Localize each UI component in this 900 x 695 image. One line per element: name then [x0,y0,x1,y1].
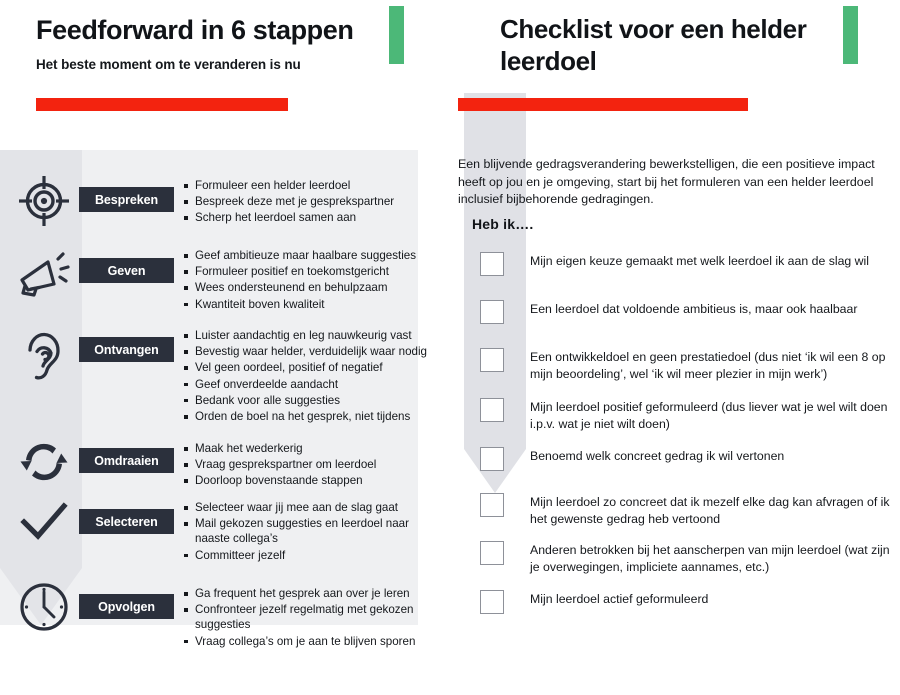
bullet: Geef onverdeelde aandacht [184,377,446,392]
step-bullets-omdraaien [184,441,446,490]
step-bullets-ontvangen [184,328,446,425]
checkbox[interactable] [480,493,504,517]
checklist-item-label: Mijn leerdoel positief geformuleerd (dus liever wat je wel wilt doen i.p.v. wat je niet wilt doen) [530,400,888,431]
left-header [36,14,381,72]
step-bullets-bespreken [184,178,446,227]
checkbox[interactable] [480,300,504,324]
bullet: Bespreek deze met je gesprekspartner [184,194,446,209]
bullet: Vraag collega’s om je aan te blijven sporen [184,634,446,649]
bullet: Luister aandachtig en leg nauwkeurig vast [184,328,446,343]
bullet: Ga frequent het gesprek aan over je leren [184,586,446,601]
checklist-item-label: Een ontwikkeldoel en geen prestatiedoel (dus niet ‘ik wil een 8 op mijn beoordeling’, wel ‘ik wil meer plezier in mijn werk’) [530,350,886,381]
checkbox[interactable] [480,252,504,276]
bullet: Vraag gesprekspartner om leerdoel [184,457,446,472]
bullet: Vel geen oordeel, positief of negatief [184,360,446,375]
step-label-bespreken: Bespreken [79,187,174,212]
bullet: Kwantiteit boven kwaliteit [184,297,446,312]
bullet: Geef ambitieuze maar haalbare suggesties [184,248,446,263]
green-accent-bar-left [389,6,404,64]
bullet: Selecteer waar jij mee aan de slag gaat [184,500,446,515]
bullet: Scherp het leerdoel samen aan [184,210,446,225]
left-title: Feedforward in 6 stappen [36,15,354,45]
step-label-selecteren: Selecteren [79,509,174,534]
step-bullets-geven [184,248,446,313]
step-label-omdraaien: Omdraaien [79,448,174,473]
checklist-item-label: Benoemd welk concreet gedrag ik wil vertonen [530,449,785,463]
bullet: Bedank voor alle suggesties [184,393,446,408]
right-title: Checklist voor een helder leerdoel [500,14,807,76]
checkbox[interactable] [480,398,504,422]
bullet: Maak het wederkerig [184,441,446,456]
bullet: Doorloop bovenstaande stappen [184,473,446,488]
checkbox[interactable] [480,447,504,471]
bullet: Committeer jezelf [184,548,446,563]
step-label-geven: Geven [79,258,174,283]
bullet: Orden de boel na het gesprek, niet tijdens [184,409,446,424]
step-label-ontvangen: Ontvangen [79,337,174,362]
bullet: Confronteer jezelf regelmatig met gekozen suggesties [184,602,446,632]
target-icon [14,170,74,230]
checkbox[interactable] [480,348,504,372]
bullet: Formuleer positief en toekomstgericht [184,264,446,279]
checklist-intro-text: Een blijvende gedragsverandering bewerkstelligen, die een positieve impact heeft op jou en je omgeving, start bij het formuleren van een helder leerdoel inclusief bijbehorende gedragingen. [458,157,875,207]
step-bullets-selecteren [184,500,446,564]
step-label-opvolgen: Opvolgen [79,594,174,619]
checkbox[interactable] [480,541,504,565]
bullet: Mail gekozen suggesties en leerdoel naar naaste collega’s [184,516,446,546]
checklist-item-label: Mijn leerdoel actief geformuleerd [530,592,709,606]
red-accent-bar-right [458,98,748,111]
clock-icon [14,577,74,637]
checklist-item-label: Anderen betrokken bij het aanscherpen van mijn leerdoel (wat zijn je overwegingen, impliciete aannames, etc.) [530,543,890,574]
red-accent-bar-left [36,98,288,111]
green-accent-bar-right [843,6,858,64]
bullet: Formuleer een helder leerdoel [184,178,446,193]
checklist-heading: Heb ik…. [472,216,534,232]
checkmark-icon [14,495,74,555]
checklist-item-label: Mijn eigen keuze gemaakt met welk leerdoel ik aan de slag wil [530,254,870,268]
step-bullets-opvolgen [184,586,446,650]
ear-icon [14,328,74,388]
megaphone-icon [14,248,74,308]
refresh-cycle-icon [14,432,74,492]
checklist-item-label: Mijn leerdoel zo concreet dat ik mezelf elke dag kan afvragen of ik het gewenste gedrag heb vertoond [530,495,890,526]
checklist-arrow-band [464,93,526,493]
left-subtitle: Het beste moment om te veranderen is nu [36,56,301,72]
checklist-item-label: Een leerdoel dat voldoende ambitieus is, maar ook haalbaar [530,302,858,316]
checkbox[interactable] [480,590,504,614]
bullet: Bevestig waar helder, verduidelijk waar nodig [184,344,446,359]
right-header [500,14,840,77]
bullet: Wees ondersteunend en behulpzaam [184,280,446,295]
